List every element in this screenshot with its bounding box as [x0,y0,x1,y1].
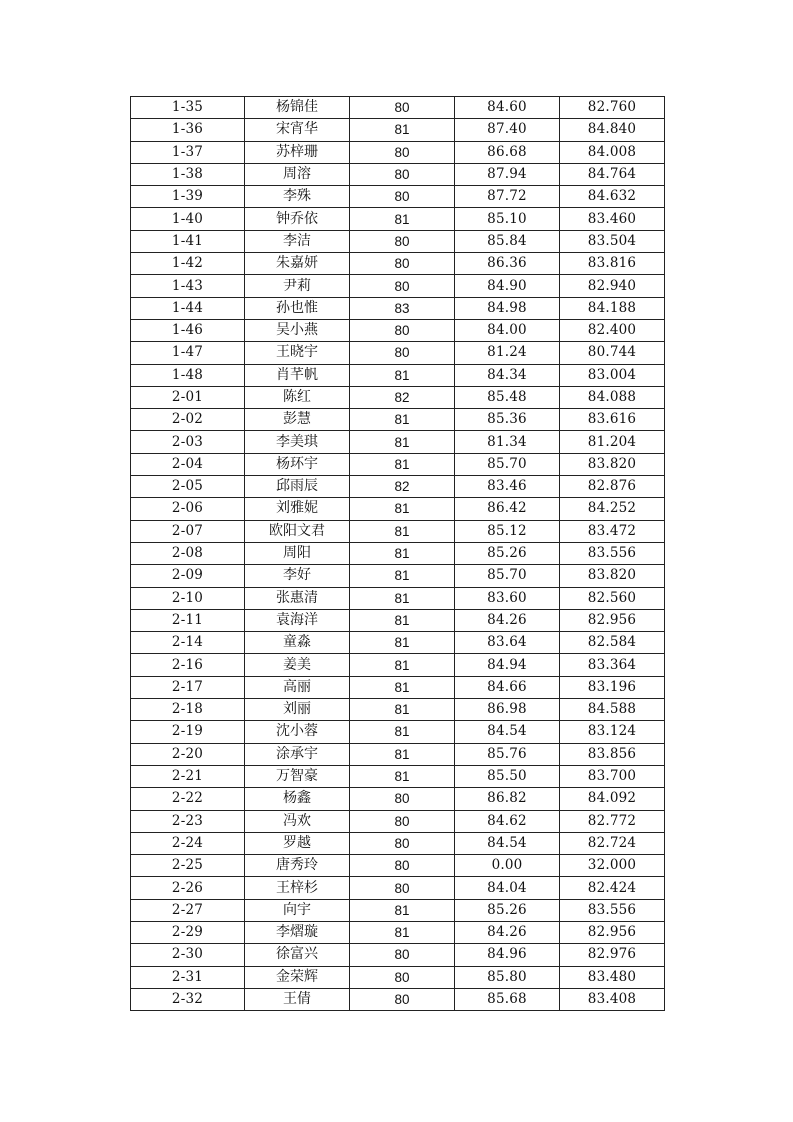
name-cell: 涂承宇 [245,743,350,765]
total-score-cell: 83.364 [560,654,665,676]
interview-score-cell: 84.62 [455,810,560,832]
total-score-cell: 83.616 [560,409,665,431]
interview-score-cell: 84.26 [455,609,560,631]
candidate-id-cell: 2-08 [131,542,245,564]
table-row [131,743,665,765]
total-score-cell: 84.840 [560,119,665,141]
name-cell: 陈红 [245,386,350,408]
interview-score-cell: 85.10 [455,208,560,230]
name-cell: 徐富兴 [245,944,350,966]
name-cell: 姜美 [245,654,350,676]
interview-score-cell: 85.68 [455,988,560,1010]
interview-score-cell: 83.46 [455,476,560,498]
table-row [131,765,665,787]
total-score-cell: 83.472 [560,520,665,542]
table-row [131,119,665,141]
interview-score-cell: 0.00 [455,855,560,877]
table-row [131,230,665,252]
total-score-cell: 83.820 [560,453,665,475]
written-score-cell: 81 [350,565,455,587]
interview-score-cell: 85.12 [455,520,560,542]
name-cell: 邱雨辰 [245,476,350,498]
interview-score-cell: 86.82 [455,788,560,810]
interview-score-cell: 85.36 [455,409,560,431]
written-score-cell: 82 [350,476,455,498]
table-row [131,966,665,988]
name-cell: 李好 [245,565,350,587]
name-cell: 周溶 [245,163,350,185]
table-row [131,297,665,319]
total-score-cell: 84.088 [560,386,665,408]
total-score-cell: 84.632 [560,186,665,208]
candidate-id-cell: 2-04 [131,453,245,475]
name-cell: 王梓杉 [245,877,350,899]
total-score-cell: 83.504 [560,230,665,252]
interview-score-cell: 85.70 [455,565,560,587]
interview-score-cell: 85.70 [455,453,560,475]
written-score-cell: 81 [350,409,455,431]
table-row [131,186,665,208]
score-table [130,96,665,1011]
written-score-cell: 81 [350,498,455,520]
candidate-id-cell: 2-06 [131,498,245,520]
table-row [131,319,665,341]
written-score-cell: 80 [350,988,455,1010]
candidate-id-cell: 2-30 [131,944,245,966]
written-score-cell: 80 [350,342,455,364]
written-score-cell: 80 [350,230,455,252]
name-cell: 钟乔依 [245,208,350,230]
table-row [131,921,665,943]
table-row [131,877,665,899]
interview-score-cell: 85.84 [455,230,560,252]
interview-score-cell: 84.54 [455,832,560,854]
interview-score-cell: 85.76 [455,743,560,765]
table-row [131,476,665,498]
interview-score-cell: 84.66 [455,676,560,698]
table-row [131,654,665,676]
candidate-id-cell: 1-43 [131,275,245,297]
name-cell: 孙也惟 [245,297,350,319]
total-score-cell: 84.588 [560,699,665,721]
interview-score-cell: 85.50 [455,765,560,787]
candidate-id-cell: 1-46 [131,319,245,341]
candidate-id-cell: 2-17 [131,676,245,698]
total-score-cell: 82.956 [560,921,665,943]
name-cell: 童淼 [245,632,350,654]
name-cell: 彭慧 [245,409,350,431]
total-score-cell: 82.876 [560,476,665,498]
table-row [131,810,665,832]
table-row [131,721,665,743]
written-score-cell: 80 [350,253,455,275]
interview-score-cell: 84.98 [455,297,560,319]
table-row [131,609,665,631]
interview-score-cell: 85.48 [455,386,560,408]
candidate-id-cell: 2-03 [131,431,245,453]
table-row [131,498,665,520]
total-score-cell: 84.764 [560,163,665,185]
candidate-id-cell: 2-19 [131,721,245,743]
interview-score-cell: 86.98 [455,699,560,721]
written-score-cell: 81 [350,632,455,654]
total-score-cell: 82.560 [560,587,665,609]
table-row [131,409,665,431]
name-cell: 冯欢 [245,810,350,832]
name-cell: 李殊 [245,186,350,208]
total-score-cell: 84.008 [560,141,665,163]
total-score-cell: 83.460 [560,208,665,230]
interview-score-cell: 81.24 [455,342,560,364]
written-score-cell: 81 [350,721,455,743]
candidate-id-cell: 2-14 [131,632,245,654]
name-cell: 杨鑫 [245,788,350,810]
candidate-id-cell: 2-26 [131,877,245,899]
name-cell: 杨锦佳 [245,97,350,119]
total-score-cell: 84.188 [560,297,665,319]
total-score-cell: 81.204 [560,431,665,453]
candidate-id-cell: 1-47 [131,342,245,364]
written-score-cell: 80 [350,855,455,877]
interview-score-cell: 87.72 [455,186,560,208]
written-score-cell: 81 [350,676,455,698]
interview-score-cell: 85.26 [455,899,560,921]
candidate-id-cell: 1-41 [131,230,245,252]
written-score-cell: 81 [350,765,455,787]
table-row [131,342,665,364]
candidate-id-cell: 2-24 [131,832,245,854]
total-score-cell: 83.700 [560,765,665,787]
table-row [131,988,665,1010]
table-row [131,832,665,854]
candidate-id-cell: 2-09 [131,565,245,587]
table-row [131,208,665,230]
table-row [131,676,665,698]
candidate-id-cell: 1-40 [131,208,245,230]
written-score-cell: 80 [350,141,455,163]
table-row [131,520,665,542]
candidate-id-cell: 2-16 [131,654,245,676]
table-row [131,453,665,475]
written-score-cell: 80 [350,163,455,185]
written-score-cell: 81 [350,609,455,631]
interview-score-cell: 87.94 [455,163,560,185]
total-score-cell: 82.724 [560,832,665,854]
written-score-cell: 81 [350,587,455,609]
name-cell: 杨环宇 [245,453,350,475]
candidate-id-cell: 2-10 [131,587,245,609]
candidate-id-cell: 2-18 [131,699,245,721]
candidate-id-cell: 1-37 [131,141,245,163]
total-score-cell: 83.124 [560,721,665,743]
interview-score-cell: 84.96 [455,944,560,966]
candidate-id-cell: 1-35 [131,97,245,119]
written-score-cell: 81 [350,453,455,475]
interview-score-cell: 87.40 [455,119,560,141]
candidate-id-cell: 1-48 [131,364,245,386]
total-score-cell: 83.196 [560,676,665,698]
written-score-cell: 81 [350,520,455,542]
candidate-id-cell: 2-05 [131,476,245,498]
total-score-cell: 80.744 [560,342,665,364]
candidate-id-cell: 2-29 [131,921,245,943]
interview-score-cell: 86.36 [455,253,560,275]
total-score-cell: 82.976 [560,944,665,966]
written-score-cell: 81 [350,364,455,386]
name-cell: 金荣辉 [245,966,350,988]
candidate-id-cell: 1-38 [131,163,245,185]
written-score-cell: 81 [350,119,455,141]
interview-score-cell: 84.94 [455,654,560,676]
interview-score-cell: 84.90 [455,275,560,297]
table-row [131,141,665,163]
interview-score-cell: 84.34 [455,364,560,386]
total-score-cell: 84.092 [560,788,665,810]
table-row [131,944,665,966]
name-cell: 苏梓珊 [245,141,350,163]
name-cell: 高丽 [245,676,350,698]
written-score-cell: 81 [350,899,455,921]
interview-score-cell: 85.26 [455,542,560,564]
written-score-cell: 80 [350,319,455,341]
total-score-cell: 83.556 [560,542,665,564]
written-score-cell: 81 [350,542,455,564]
candidate-id-cell: 2-27 [131,899,245,921]
total-score-cell: 84.252 [560,498,665,520]
name-cell: 袁海洋 [245,609,350,631]
table-row [131,788,665,810]
candidate-id-cell: 1-36 [131,119,245,141]
written-score-cell: 82 [350,386,455,408]
total-score-cell: 83.856 [560,743,665,765]
name-cell: 尹莉 [245,275,350,297]
total-score-cell: 32.000 [560,855,665,877]
name-cell: 肖芊帆 [245,364,350,386]
written-score-cell: 80 [350,877,455,899]
table-row [131,364,665,386]
name-cell: 王倩 [245,988,350,1010]
interview-score-cell: 86.68 [455,141,560,163]
candidate-id-cell: 2-07 [131,520,245,542]
interview-score-cell: 83.64 [455,632,560,654]
written-score-cell: 81 [350,699,455,721]
name-cell: 唐秀玲 [245,855,350,877]
total-score-cell: 82.940 [560,275,665,297]
candidate-id-cell: 2-01 [131,386,245,408]
table-row [131,632,665,654]
table-row [131,431,665,453]
total-score-cell: 83.556 [560,899,665,921]
written-score-cell: 81 [350,921,455,943]
name-cell: 万智豪 [245,765,350,787]
written-score-cell: 81 [350,208,455,230]
written-score-cell: 80 [350,275,455,297]
name-cell: 向宇 [245,899,350,921]
written-score-cell: 81 [350,431,455,453]
total-score-cell: 83.820 [560,565,665,587]
name-cell: 沈小蓉 [245,721,350,743]
written-score-cell: 81 [350,654,455,676]
table-row [131,899,665,921]
written-score-cell: 80 [350,186,455,208]
name-cell: 宋宵华 [245,119,350,141]
candidate-id-cell: 1-42 [131,253,245,275]
interview-score-cell: 81.34 [455,431,560,453]
candidate-id-cell: 2-23 [131,810,245,832]
name-cell: 刘雅妮 [245,498,350,520]
name-cell: 周阳 [245,542,350,564]
candidate-id-cell: 2-21 [131,765,245,787]
written-score-cell: 81 [350,743,455,765]
interview-score-cell: 84.54 [455,721,560,743]
total-score-cell: 83.408 [560,988,665,1010]
total-score-cell: 82.424 [560,877,665,899]
name-cell: 王晓宇 [245,342,350,364]
table-row [131,565,665,587]
candidate-id-cell: 2-02 [131,409,245,431]
interview-score-cell: 84.04 [455,877,560,899]
written-score-cell: 80 [350,832,455,854]
interview-score-cell: 84.00 [455,319,560,341]
name-cell: 张惠清 [245,587,350,609]
table-row [131,253,665,275]
table-row [131,97,665,119]
written-score-cell: 80 [350,97,455,119]
total-score-cell: 82.400 [560,319,665,341]
candidate-id-cell: 2-20 [131,743,245,765]
candidate-id-cell: 2-32 [131,988,245,1010]
written-score-cell: 80 [350,788,455,810]
total-score-cell: 82.760 [560,97,665,119]
total-score-cell: 83.480 [560,966,665,988]
interview-score-cell: 85.80 [455,966,560,988]
written-score-cell: 80 [350,810,455,832]
name-cell: 朱嘉妍 [245,253,350,275]
candidate-id-cell: 2-11 [131,609,245,631]
table-row [131,163,665,185]
candidate-id-cell: 2-31 [131,966,245,988]
total-score-cell: 83.816 [560,253,665,275]
name-cell: 罗越 [245,832,350,854]
written-score-cell: 83 [350,297,455,319]
table-row [131,275,665,297]
table-row [131,855,665,877]
score-table-body [131,97,665,1011]
name-cell: 吴小燕 [245,319,350,341]
total-score-cell: 82.772 [560,810,665,832]
table-row [131,542,665,564]
candidate-id-cell: 1-39 [131,186,245,208]
total-score-cell: 83.004 [560,364,665,386]
interview-score-cell: 84.26 [455,921,560,943]
candidate-id-cell: 2-25 [131,855,245,877]
table-row [131,699,665,721]
table-row [131,587,665,609]
written-score-cell: 80 [350,966,455,988]
interview-score-cell: 83.60 [455,587,560,609]
total-score-cell: 82.956 [560,609,665,631]
name-cell: 欧阳文君 [245,520,350,542]
total-score-cell: 82.584 [560,632,665,654]
name-cell: 刘丽 [245,699,350,721]
name-cell: 李洁 [245,230,350,252]
name-cell: 李美琪 [245,431,350,453]
table-row [131,386,665,408]
name-cell: 李熠璇 [245,921,350,943]
written-score-cell: 80 [350,944,455,966]
candidate-id-cell: 1-44 [131,297,245,319]
candidate-id-cell: 2-22 [131,788,245,810]
interview-score-cell: 84.60 [455,97,560,119]
interview-score-cell: 86.42 [455,498,560,520]
